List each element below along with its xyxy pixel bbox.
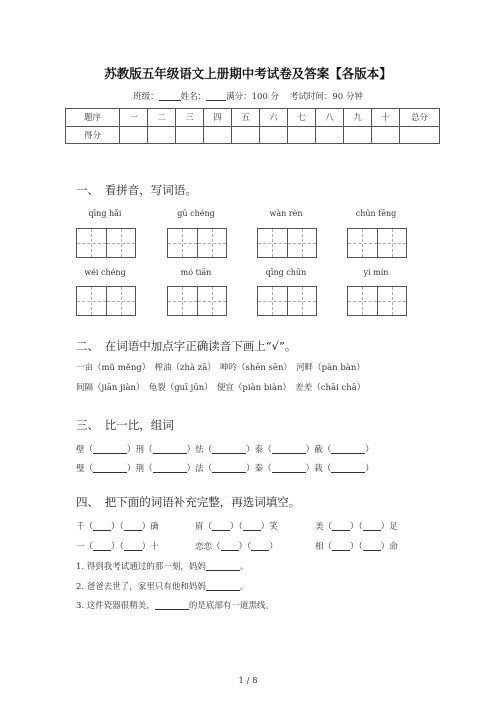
idiom-text: ）十: [141, 542, 159, 552]
question-text: 的是底部有一道黑线。: [188, 601, 274, 611]
writing-grid[interactable]: [257, 228, 317, 258]
idiom-item: [315, 520, 398, 532]
compare-char: 壁: [76, 445, 85, 455]
section3-row2: 璧（ ）荆（ ）法（ ）秦（ ）栽（ ）: [76, 464, 374, 474]
answer-blank[interactable]: [363, 541, 381, 551]
section2-heading: 二、 在词语中加点字正确读音下画上“√”。: [76, 339, 297, 353]
question-text: 。: [239, 562, 249, 572]
compare-char: 璧: [76, 464, 85, 474]
score-cell[interactable]: [400, 126, 440, 144]
answer-blank[interactable]: [332, 541, 350, 551]
answer-blank[interactable]: [93, 444, 127, 454]
answer-blank[interactable]: [272, 444, 306, 454]
compare-char: 刑: [135, 445, 145, 455]
pinyin-label: qīng chūn: [265, 268, 307, 277]
question-text: 。: [239, 582, 249, 592]
idiom-item: [315, 540, 398, 552]
answer-blank[interactable]: [206, 581, 240, 591]
score-cell[interactable]: [316, 126, 344, 144]
answer-blank[interactable]: [251, 541, 269, 551]
idiom-text: ）: [269, 542, 278, 552]
idiom-text: ）笑: [260, 522, 278, 532]
writing-grid[interactable]: [76, 286, 136, 316]
idiom-text: 千（: [76, 522, 94, 532]
answer-blank[interactable]: [124, 541, 142, 551]
answer-blank[interactable]: [212, 521, 230, 531]
exam-info: [0, 90, 496, 102]
fill-question-3: [76, 599, 274, 611]
answer-blank[interactable]: [243, 521, 261, 531]
question-text: 3. 这件瓷器很精美，: [76, 601, 155, 611]
pinyin-label: chūn fēng: [355, 209, 397, 218]
idiom-text: ）（: [230, 522, 243, 532]
score-header-cell: 二: [148, 109, 176, 127]
idiom-text: ）命: [380, 542, 398, 552]
score-cell[interactable]: [120, 126, 148, 144]
pinyin-label: mó tiān: [180, 268, 212, 277]
answer-blank[interactable]: [212, 444, 246, 454]
score-header-cell: 五: [232, 109, 260, 127]
score-table: [65, 108, 440, 144]
compare-char: 泰: [254, 445, 264, 455]
answer-blank[interactable]: [363, 521, 381, 531]
section2-line2: 间隔（jiān jiàn） 龟裂（guī jūn） 便宜（piàn biàn） 差差（chāi chā）: [76, 383, 366, 393]
score-cell[interactable]: [372, 126, 400, 144]
section4-heading: 四、 把下面的词语补充完整，再选词填空。: [76, 495, 301, 509]
score-cell[interactable]: [260, 126, 288, 144]
idiom-text: ）（: [111, 522, 124, 532]
score-label: 满分：100 分: [226, 92, 280, 102]
pinyin-label: wàn rèn: [269, 209, 303, 218]
idiom-item: [76, 520, 159, 532]
page-number: 1 / 8: [238, 676, 258, 686]
name-blank[interactable]: [206, 91, 226, 101]
pinyin-label: qīng hǎi: [88, 209, 122, 218]
answer-blank[interactable]: [155, 600, 189, 610]
pinyin-label: wéi chéng: [84, 268, 126, 277]
section3-heading: 三、 比一比，组词: [76, 418, 174, 432]
page-title: 苏教版五年级语文上册期中考试卷及答案【各版本】: [104, 66, 392, 81]
question-text: 1. 得到我考试通过的那一刻，妈妈: [76, 562, 206, 572]
compare-char: 法: [195, 464, 204, 474]
score-header-cell: 三: [176, 109, 204, 127]
writing-grid[interactable]: [167, 286, 227, 316]
score-cell[interactable]: [148, 126, 176, 144]
pinyin-label: gū chéng: [177, 209, 215, 218]
idiom-text: ）足: [380, 522, 398, 532]
score-cell[interactable]: [288, 126, 316, 144]
idiom-text: ）（: [350, 542, 363, 552]
answer-blank[interactable]: [332, 521, 350, 531]
idiom-text: 眉（: [195, 522, 213, 532]
compare-char: 荆: [135, 464, 145, 474]
compare-char: 栽: [314, 464, 323, 474]
class-blank[interactable]: [159, 91, 181, 101]
section1-heading: 一、 看拼音，写词语。: [76, 183, 197, 197]
answer-blank[interactable]: [206, 561, 240, 571]
time-label: 考试时间：90 分钟: [289, 92, 363, 102]
writing-grid[interactable]: [76, 228, 136, 258]
score-table-header-row: [66, 109, 440, 127]
idiom-text: 相（: [315, 542, 333, 552]
score-header-cell: 总分: [400, 109, 440, 127]
answer-blank[interactable]: [93, 463, 127, 473]
writing-grid[interactable]: [347, 286, 407, 316]
score-header-cell: 七: [288, 109, 316, 127]
section3-row1: 壁（ ）刑（ ）怯（ ）泰（ ）截（ ）: [76, 445, 374, 455]
score-header-cell: 一: [120, 109, 148, 127]
compare-char: 秦: [254, 464, 264, 474]
answer-blank[interactable]: [331, 463, 365, 473]
idiom-text: ）（: [238, 542, 252, 552]
writing-grid[interactable]: [347, 228, 407, 258]
answer-blank[interactable]: [93, 521, 111, 531]
idiom-text: 一（: [76, 542, 94, 552]
writing-grid[interactable]: [257, 286, 317, 316]
answer-blank[interactable]: [221, 541, 239, 551]
score-table-score-row: [66, 126, 440, 144]
score-header-cell: 十: [372, 109, 400, 127]
answer-blank[interactable]: [153, 444, 187, 454]
score-header-cell: 六: [260, 109, 288, 127]
idiom-text: ）（: [350, 522, 363, 532]
score-cell[interactable]: [176, 126, 204, 144]
compare-char: 截: [314, 445, 323, 455]
answer-blank[interactable]: [153, 463, 187, 473]
idiom-item: [76, 540, 159, 552]
compare-char: 怯: [195, 445, 204, 455]
idiom-item: [195, 540, 278, 552]
idiom-text: 恋恋（: [195, 542, 221, 552]
question-text: 2. 爸爸去世了，家里只有他和妈妈: [76, 582, 206, 592]
section2-line1: 一亩（mǔ měng） 榨油（zhà zā） 呻吟（shēn sēn） 河畔（pàn bàn）: [76, 363, 365, 373]
name-label: 姓名：: [180, 92, 207, 102]
score-cell[interactable]: [344, 126, 372, 144]
fill-question-2: [76, 580, 248, 592]
answer-blank[interactable]: [272, 463, 306, 473]
writing-grid[interactable]: [167, 228, 227, 258]
fill-question-1: [76, 560, 248, 572]
score-row-label: 得分: [66, 126, 120, 144]
answer-blank[interactable]: [212, 463, 246, 473]
idiom-item: [195, 520, 278, 532]
idiom-text: ）确: [141, 522, 159, 532]
score-header-cell: 题序: [66, 109, 120, 127]
answer-blank[interactable]: [93, 541, 111, 551]
score-header-cell: 四: [204, 109, 232, 127]
idiom-text: ）（: [111, 542, 124, 552]
class-label: 班级：: [133, 92, 159, 102]
score-cell[interactable]: [232, 126, 260, 144]
pinyin-label: yí mín: [363, 268, 389, 277]
score-header-cell: 九: [344, 109, 372, 127]
answer-blank[interactable]: [331, 444, 365, 454]
idiom-text: 美（: [315, 522, 333, 532]
answer-blank[interactable]: [124, 521, 142, 531]
score-header-cell: 八: [316, 109, 344, 127]
score-cell[interactable]: [204, 126, 232, 144]
